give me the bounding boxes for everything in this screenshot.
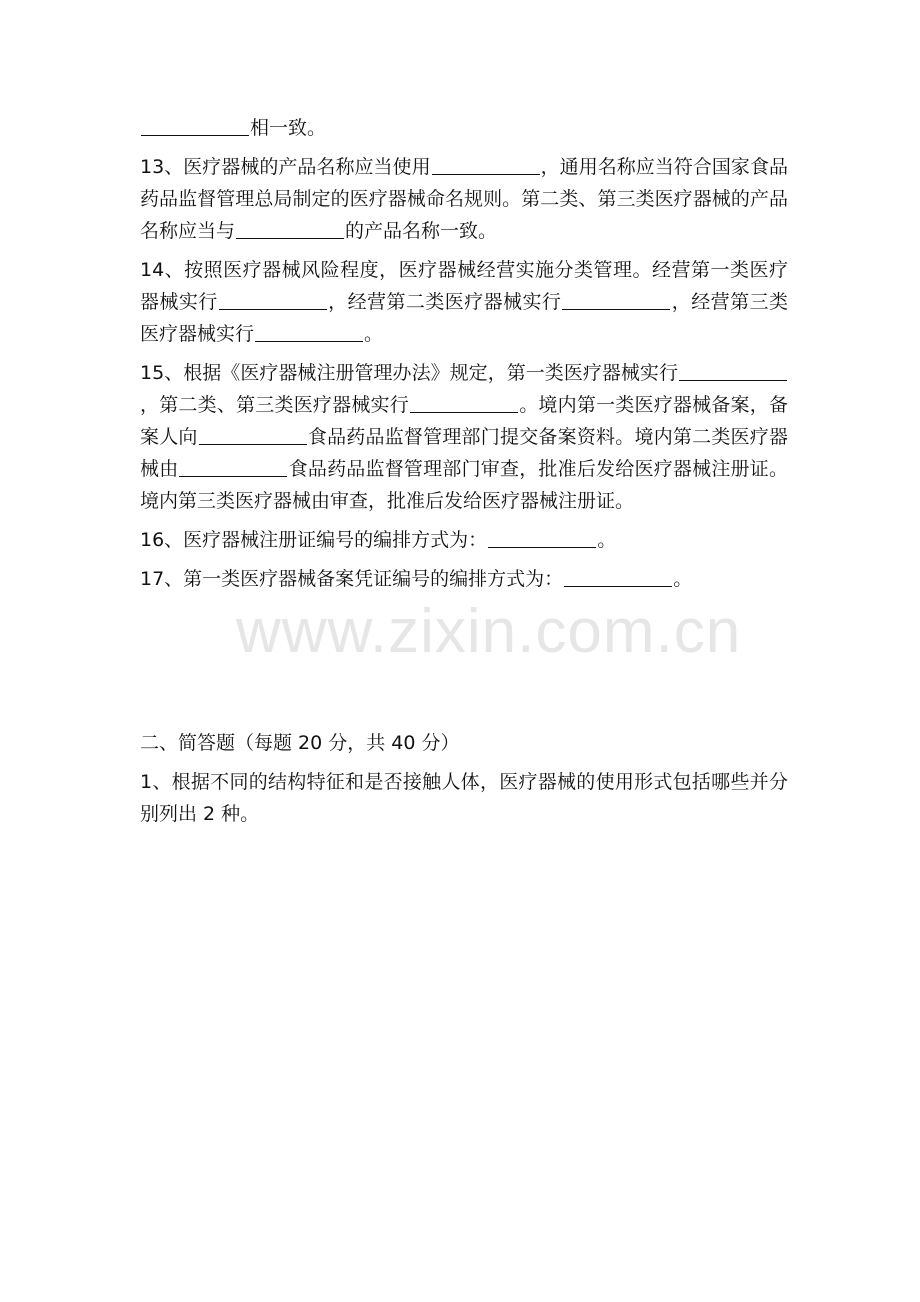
question-text: 15、根据《医疗器械注册管理办法》规定，第一类医疗器械实行 bbox=[140, 362, 678, 384]
question-text: 。境内第一类医疗器械备案，备案人向 bbox=[140, 394, 788, 448]
question-13 bbox=[140, 151, 788, 247]
question-text: 16、医疗器械注册证编号的编排方式为： bbox=[140, 529, 488, 551]
watermark: www.zixin.com.cn bbox=[236, 597, 742, 666]
question-14 bbox=[140, 254, 788, 350]
answer-blank bbox=[432, 154, 540, 175]
question-17 bbox=[140, 563, 788, 595]
answer-blank bbox=[179, 456, 287, 477]
question-text: 的产品名称一致。 bbox=[345, 220, 498, 242]
question-text: ，经营第三类医疗器械实行 bbox=[140, 291, 788, 345]
short-answer-question-1: 1、根据不同的结构特征和是否接触人体，医疗器械的使用形式包括哪些并分别列出 2 种。 bbox=[140, 771, 788, 825]
answer-blank bbox=[562, 289, 670, 310]
question-text: 14、按照医疗器械风险程度，医疗器械经营实施分类管理。经营第一类医疗器械实行 bbox=[140, 259, 788, 313]
question-text: 食品药品监督管理部门提交备案资料。境内第二类医疗器械由 bbox=[140, 426, 788, 480]
question-text: 。 bbox=[597, 529, 617, 551]
answer-blank bbox=[488, 527, 596, 548]
answer-blank bbox=[410, 392, 518, 413]
question-text: 。 bbox=[364, 323, 384, 345]
question-text: 13、医疗器械的产品名称应当使用 bbox=[140, 156, 431, 178]
answer-blank bbox=[236, 218, 344, 239]
question-text: 食品药品监督管理部门审查，批准后发给医疗器械注册证。境内第三类医疗器械由审查，批准后发给医疗器械注册证。 bbox=[140, 458, 788, 512]
question-text: ，通用名称应当符合国家食品药品监督管理总局制定的医疗器械命名规则。第二类、第三类医疗器械的产品名称应当与 bbox=[140, 156, 788, 242]
section-2-heading: 二、简答题（每题 20 分，共 40 分） bbox=[140, 732, 460, 754]
answer-blank bbox=[255, 321, 363, 342]
question-15 bbox=[140, 357, 788, 517]
question-16 bbox=[140, 524, 788, 556]
answer-blank bbox=[679, 360, 787, 381]
question-text: ，第二类、第三类医疗器械实行 bbox=[140, 394, 409, 416]
question-text: ，经营第二类医疗器械实行 bbox=[327, 291, 562, 313]
question-12-tail bbox=[140, 112, 788, 144]
answer-blank bbox=[141, 115, 249, 136]
question-text: 相一致。 bbox=[250, 117, 327, 139]
answer-blank bbox=[219, 289, 327, 310]
document-body bbox=[140, 112, 788, 837]
question-text: 17、第一类医疗器械备案凭证编号的编排方式为： bbox=[140, 568, 564, 590]
answer-blank bbox=[564, 566, 672, 587]
question-text: 。 bbox=[673, 568, 693, 590]
answer-blank bbox=[199, 424, 307, 445]
